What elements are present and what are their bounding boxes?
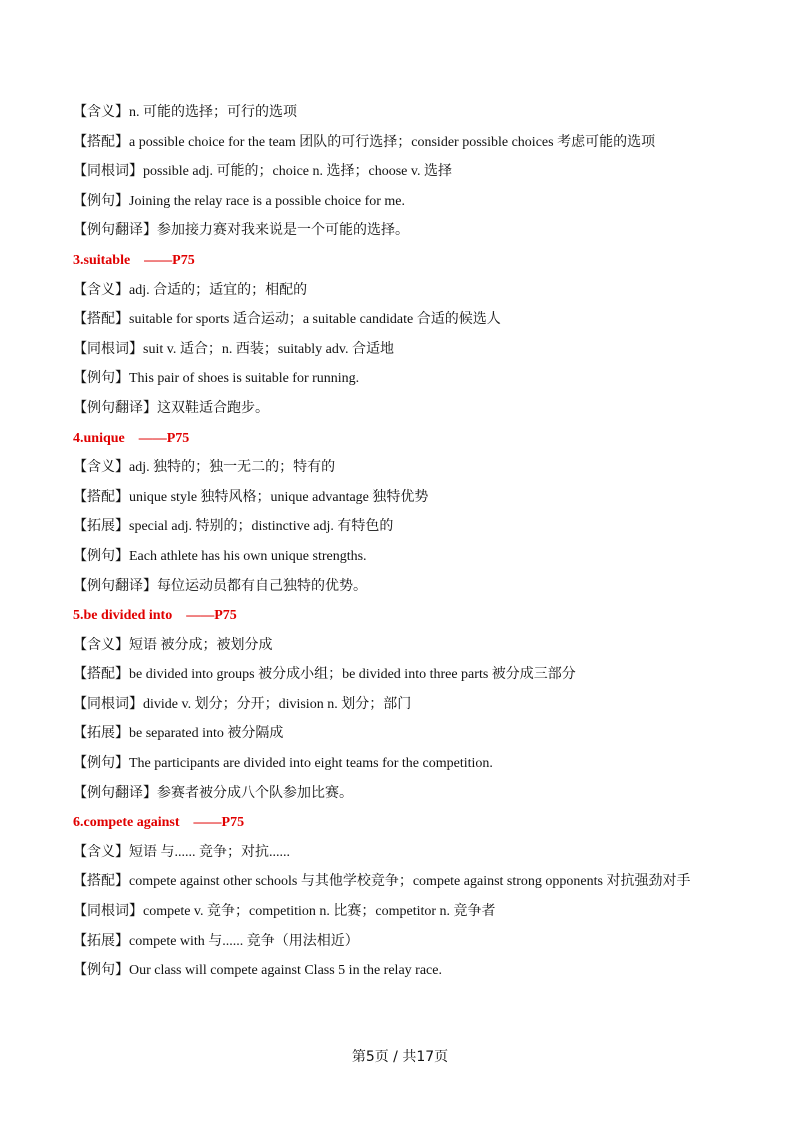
entry-text: adj. 独特的；独一无二的；特有的 — [129, 460, 336, 476]
entry-label: 【例句翻译】 — [73, 222, 157, 239]
entry-text: divide v. 划分；分开；division n. 划分；部门 — [143, 696, 412, 712]
entry-heading: 5.be divided into ——P75 — [73, 608, 237, 624]
entry-line — [73, 187, 733, 217]
entry-label: 【例句】 — [73, 547, 129, 564]
entry-text: be divided into groups 被分成小组；be divided into three parts 被分成三部分 — [129, 667, 576, 683]
entry-label: 【拓展】 — [73, 932, 129, 949]
entry-text: n. 可能的选择；可行的选项 — [129, 105, 297, 120]
page-number: 第5页 / 共17页 — [351, 1049, 449, 1065]
entry-line — [73, 335, 733, 365]
entry-label: 【搭配】 — [73, 133, 129, 150]
entry-text: compete v. 竞争；competition n. 比赛；competitor n. 竞争者 — [143, 904, 496, 920]
entry-line — [73, 157, 733, 187]
entry-text: Joining the relay race is a possible choice for me. — [129, 193, 406, 209]
entry-label: 【例句】 — [73, 755, 129, 772]
entry-text: This pair of shoes is suitable for running. — [129, 371, 360, 387]
page-footer — [0, 1046, 800, 1066]
entry-text: The participants are divided into eight teams for the competition. — [129, 756, 493, 772]
entry-line — [73, 394, 733, 424]
entry-label: 【含义】 — [73, 636, 129, 653]
entry-line — [73, 660, 733, 690]
entry-line — [73, 276, 733, 306]
entry-line — [73, 719, 733, 749]
entry-text: 参赛者被分成八个队参加比赛。 — [157, 785, 353, 801]
entry-label: 【含义】 — [73, 459, 129, 476]
entry-label: 【含义】 — [73, 104, 129, 120]
entry-text: unique style 独特风格；unique advantage 独特优势 — [129, 489, 429, 505]
entry-text: Each athlete has his own unique strengths. — [129, 548, 367, 564]
entry-label: 【含义】 — [73, 281, 129, 298]
entry-line — [73, 216, 733, 246]
entry-line — [73, 897, 733, 927]
entry-label: 【含义】 — [73, 843, 129, 860]
entry-line — [73, 631, 733, 661]
entry-label: 【例句】 — [73, 962, 129, 979]
entry-line — [73, 572, 733, 602]
entry-line — [73, 453, 733, 483]
entry-label: 【同根词】 — [73, 903, 143, 920]
entry-text: a possible choice for the team 团队的可行选择；consider possible choices 考虑可能的选项 — [129, 134, 656, 150]
entry-label: 【搭配】 — [73, 666, 129, 683]
entry-text: 短语 被分成；被划分成 — [129, 637, 273, 653]
entry-heading: 3.suitable ——P75 — [73, 252, 195, 268]
entry-heading: 4.unique ——P75 — [73, 430, 190, 446]
entry-line — [73, 98, 733, 128]
entry-label: 【同根词】 — [73, 695, 143, 712]
entry-heading: 6.compete against ——P75 — [73, 815, 245, 831]
entry-label: 【例句翻译】 — [73, 399, 157, 416]
entry-text: compete against other schools 与其他学校竞争；compete against strong opponents 对抗强劲对手 — [129, 874, 691, 890]
entry-text: compete with 与...... 竞争（用法相近） — [129, 933, 359, 949]
entry-line — [73, 867, 733, 897]
entry-text: special adj. 特别的；distinctive adj. 有特色的 — [129, 519, 394, 535]
entry-text: 短语 与...... 竞争；对抗...... — [129, 844, 290, 860]
entry-line — [73, 956, 733, 986]
entry-text: 参加接力赛对我来说是一个可能的选择。 — [157, 223, 409, 239]
entry-line — [73, 749, 733, 779]
entry-label: 【例句翻译】 — [73, 784, 157, 801]
entry-line — [73, 927, 733, 957]
entry-line — [73, 512, 733, 542]
entry-label: 【例句翻译】 — [73, 577, 157, 594]
entry-text: Our class will compete against Class 5 in the relay race. — [129, 963, 442, 979]
entry-label: 【搭配】 — [73, 311, 129, 328]
entry-line — [73, 542, 733, 572]
entry-text: 这双鞋适合跑步。 — [157, 400, 269, 416]
entry-text: possible adj. 可能的；choice n. 选择；choose v. 选择 — [143, 164, 452, 180]
entry-label: 【拓展】 — [73, 725, 129, 742]
entry-label: 【同根词】 — [73, 340, 143, 357]
entry-line — [73, 779, 733, 809]
entry-label: 【搭配】 — [73, 488, 129, 505]
entry-line — [73, 838, 733, 868]
entry-label: 【同根词】 — [73, 163, 143, 180]
entry-label: 【例句】 — [73, 192, 129, 209]
entry-label: 【例句】 — [73, 370, 129, 387]
entry-text: be separated into 被分隔成 — [129, 726, 284, 742]
entry-line — [73, 364, 733, 394]
entry-text: 每位运动员都有自己独特的优势。 — [157, 578, 367, 594]
entry-text: suitable for sports 适合运动；a suitable candidate 合适的候选人 — [129, 312, 501, 328]
document-body — [73, 98, 733, 986]
entry-line — [73, 305, 733, 335]
entry-label: 【拓展】 — [73, 518, 129, 535]
entry-line — [73, 483, 733, 513]
entry-text: suit v. 适合；n. 西装；suitably adv. 合适地 — [143, 341, 394, 357]
entry-text: adj. 合适的；适宜的；相配的 — [129, 282, 308, 298]
entry-label: 【搭配】 — [73, 873, 129, 890]
entry-line — [73, 690, 733, 720]
entry-line — [73, 128, 733, 158]
